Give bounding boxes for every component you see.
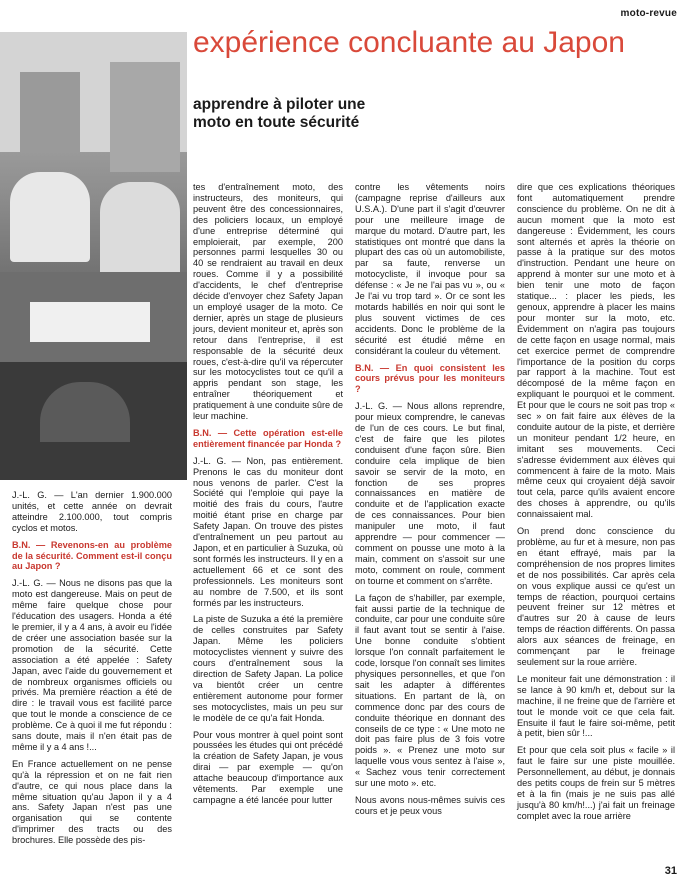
- section-rubric: moto-revue: [620, 8, 677, 19]
- paragraph: Nous avons nous-mêmes suivis ces cours et je peux vous: [355, 794, 505, 816]
- question-heading: B.N. — En quoi consistent les cours prévus pour les moniteurs ?: [355, 362, 505, 395]
- paragraph: La façon de s'habiller, par exemple, fait aussi partie de la technique de conduite, car pour une conduite sûre il faut avant tout se sentir à l'aise. Une bonne conduite s'obtient lorsque l'on connaît parfaitement le code, lorsque l'on connaît ses limites physiques personnelles, et que l'on sait les adapter à différentes situations. En partant de là, on commence donc par des cours de conduite théorique en donnant des conseils de ce type : « Une moto ne doit pas faire plus de 3 fois votre poids ». « Prenez une moto sur laquelle vous vous sentez à l'aise », « Sachez vous tenir correctement sur une moto ». etc.: [355, 592, 505, 789]
- article-title: expérience concluante au Japon: [193, 26, 625, 59]
- photo: [0, 32, 187, 480]
- page-number: 31: [664, 865, 677, 877]
- paragraph: J.-L. G. — Nous allons reprendre, pour mieux comprendre, le canevas de l'un de ces cours. Le but final, c'est de faire que les pilotes conduisent d'une façon sûre. Bien conduire cela implique de bien savoir se servir de la moto, en fonction de ses propres connaissances en matière de conduite et de l'application exacte de ces connaissances. Pour bien manipuler une moto, il faut apprendre — pour commencer — comment on pousse une moto à la main, comment on s'assoit sur une moto, comment on roule, comment on tourne et comment on s'arrête.: [355, 401, 505, 586]
- text-column-4: [517, 182, 675, 828]
- text-column-3: [355, 182, 505, 823]
- paragraph: contre les vêtements noirs (campagne reprise d'ailleurs aux U.S.A.). D'une part il s'agit d'œuvrer pour une meilleure image de marque du motard. D'autre part, les statistiques ont montré que dans la plupart des cas où un automobiliste, par sa faute, renverse un motocycliste, il invoque pour sa défense : « Je ne l'ai pas vu », ou « Je l'ai vu trop tard ». Or ce sont les motards habillés en noir qui sont le plus souvent victimes de ces accidents. Donc le problème de la sécurité est étudié même en considérant la couleur du vêtement.: [355, 182, 505, 356]
- paragraph: dire que ces explications théoriques font automatiquement prendre conscience du problème. On ne dit à aucun moment que la moto est dangereuse : Évidemment, les cours sont alternés et après la théorie on passe à la pratique sur des motos d'instruction. Pendant une heure on apprend à monter sur une moto et à bien tenir une moto de façon statique... : placer les pieds, les genoux, apprendre à placer les mains pour monter sur la moto, etc. Évidemment on n'agira pas toujours de cette façon en usage normal, mais cet exercice permet de comprendre l'importance de la position du corps par rapport à la machine. Tout est décomposé de la même façon en expliquant le pourquoi et le comment. Et pour que le cours ne soit pas trop « sec » on fait faire aux élèves de la conduite autour de la piste, et derrière un moniteur pendant 1/2 heure, en imitant ses mouvements. Ceci s'adresse évidemment aux élèves qui commencent à faire de la moto. Mais même ceux qui croyaient déjà savoir tout cela, parce qu'ils avaient encore des choses à apprendre, ou qu'ils connaissaient mal.: [517, 182, 675, 520]
- text-column-1: [12, 490, 172, 852]
- paragraph: La piste de Suzuka a été la première de celles construites par Safety Japan. Même les policiers motocyclistes viennent y suivre des cours d'entraînement sous la direction de Safety Japan. La police va bientôt créer un centre entièrement autonome pour former ses motocyclistes, mais un peu sur le modèle de ce qu'a fait Honda.: [193, 614, 343, 723]
- paragraph: Pour vous montrer à quel point sont poussées les études qui ont précédé la création de Safety Japan, je vous dirai — par exemple — qu'on attache beaucoup d'importance aux vêtements. Par exemple une campagne a été lancée pour lutter: [193, 729, 343, 805]
- paragraph: On prend donc conscience du problème, au fur et à mesure, non pas en étant effrayé, mais par la compréhension de nos propres limites et de nos possibilités. Car après cela on vous explique aussi ce qu'est un temps de réaction, pourquoi certains peuvent freiner sur 12 mètres et d'autres sur 20 à cause de leurs temps de réaction différents. On passa alors aux séances de freinage, en commençant par le freinage seulement sur la roue arrière.: [517, 526, 675, 667]
- paragraph: tes d'entraînement moto, des instructeurs, des moniteurs, qui peuvent être des concessionnaires, des policiers locaux, un employé d'une entreprise déterminé qui emploierait, par exemple, 200 personnes parmi lesquelles 30 ou 40 se rendraient au travail en deux roues. Comme il y a possibilité d'accidents, le chef d'entreprise décide d'envoyer chez Safety Japan un employé usager de la moto. Ce dernier, après un stage de plusieurs jours, devient moniteur et, après son retour dans l'entreprise, il est responsable de la sécurité deux roues, c'est-à-dire qu'il va répercuter sur les motocyclistes tout ce qu'il a appris pendant son stage, les entraîner théoriquement et pratiquement à une conduite sûre de leur machine.: [193, 182, 343, 422]
- paragraph: Le moniteur fait une démonstration : il se lance à 90 km/h et, debout sur la machine, il ne freine que de l'arrière et tout le monde voit ce que cela fait. Ensuite il faut le faire soi-même, petit à petit, bien sûr !...: [517, 673, 675, 739]
- article-subtitle: apprendre à piloter une moto en toute sécurité: [193, 96, 366, 131]
- paragraph: J.-L. G. — L'an dernier 1.900.000 unités, et cette année on devrait atteindre 2.100.000, tout compris cyclos et motos.: [12, 490, 172, 533]
- paragraph: Et pour que cela soit plus « facile » il faut le faire sur une piste mouillée. Personnellement, au début, je donnais des petits coups de frein sur 5 mètres et à la fin (mais je ne suis pas allé jusqu'à 80 km/h!...) j'ai fait un freinage complet avec la roue arrière: [517, 745, 675, 821]
- question-heading: B.N. — Revenons-en au problème de la sécurité. Comment est-il conçu au Japon ?: [12, 539, 172, 572]
- paragraph: J.-L. G. — Non, pas entièrement. Prenons le cas du moniteur dont nous venons de parler. C'est la Société qui l'emploie qui paye la moitié des frais du cours, l'autre moitié étant prise en charge par Safety Japan. On trouve des pistes d'entraînement un peu partout au Japon, et en particulier à Suzuka, où sont formés les instructeurs. Il y en a actuellement 66 et ce sont des professionnels. Les moniteurs sont au nombre de 7.500, et ils sont formés par les instructeurs.: [193, 455, 343, 608]
- question-heading: B.N. — Cette opération est-elle entièrement financée par Honda ?: [193, 427, 343, 449]
- paragraph: En France actuellement on ne pense qu'à la répression et on ne fait rien d'autre, ce qui nous place dans la même situation qu'au Japon il y a 4 ans. Safety Japan n'est pas une organisation qui se contente d'imprimer des tracts ou des brochures. Elle possède des pis-: [12, 758, 172, 846]
- paragraph: J.-L. G. — Nous ne disons pas que la moto est dangereuse. Mais on peut de même faire quelque chose pour l'éducation des usagers. Honda a été le premier, il y a 4 ans, à avoir eu l'idée de créer une association basée sur la promotion de la sécurité. Cette association a été appelée : Safety Japan, avec l'aide du gouvernement et de nombreux organismes officiels ou privés. Ma première réaction a été de dire : le travail vous est facilité parce que tout le monde a conscience de ce problème. Ce à quoi il me fut répondu : sans doute, mais il n'en était pas de même il y a 4 ans !...: [12, 578, 172, 752]
- text-column-2: [193, 182, 343, 812]
